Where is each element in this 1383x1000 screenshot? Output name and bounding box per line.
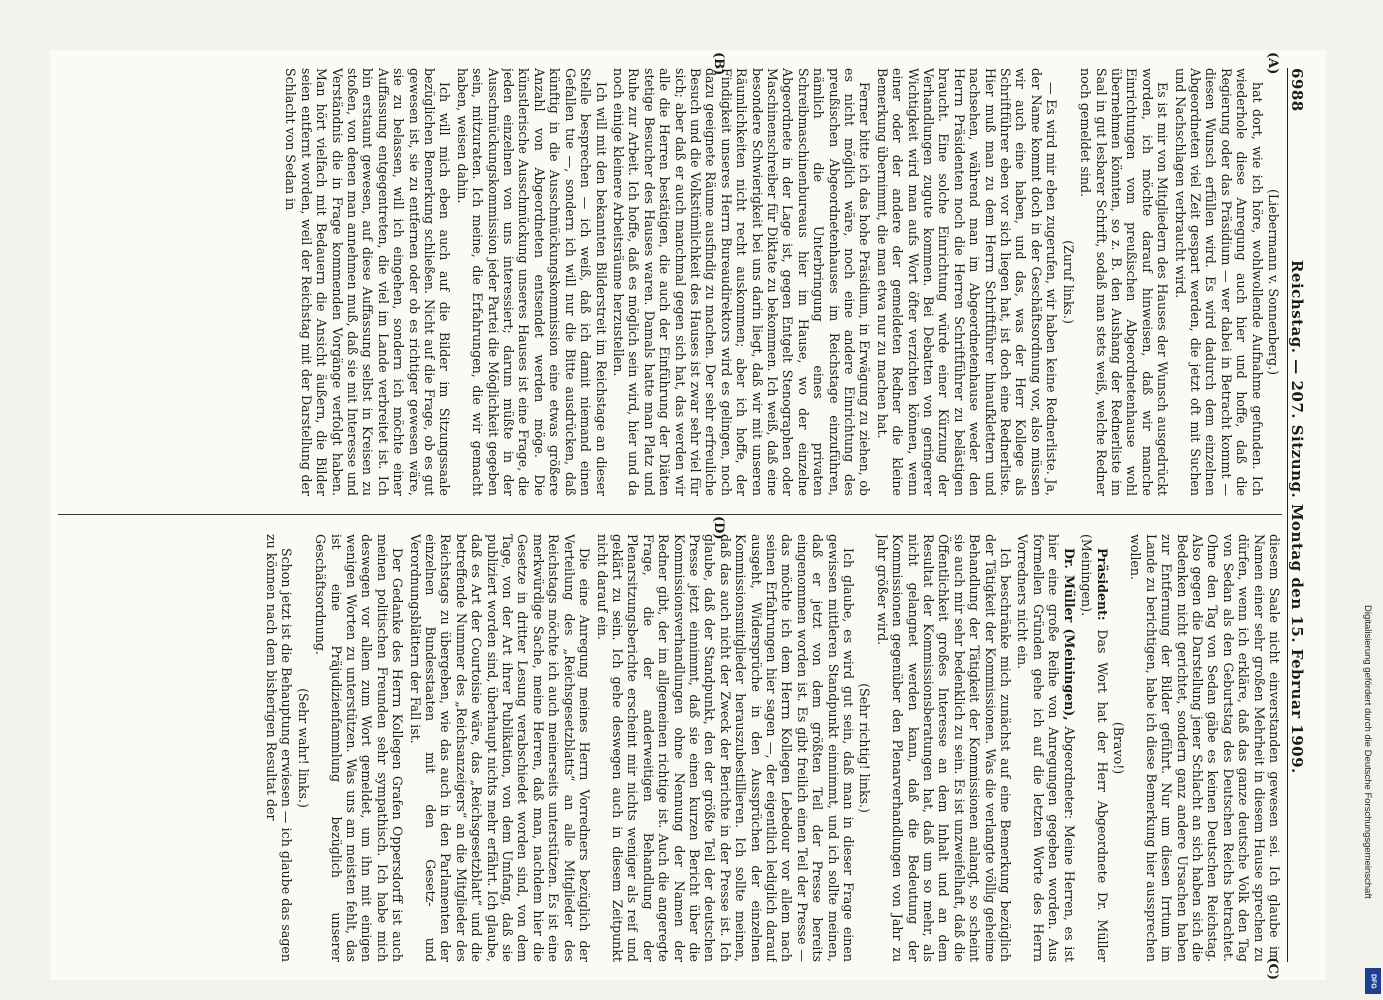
page-number: 6988 — [1288, 68, 1306, 112]
speaker-heading: (Liebermann v. Sonnenberg.) — [1266, 188, 1281, 376]
dfg-logo: DFG — [1365, 968, 1381, 994]
speaker-name: Dr. Müller (Meiningen), — [1061, 548, 1077, 721]
interjection: (Zuruf links.) — [1060, 240, 1076, 324]
paragraph: hat dort, wie ich höre, wohlwollende Aufnahme gefunden. Ich wiederhole diese Anregung auch hier und hoffe, daß die Regierung oder das Präsidium — wer dabei in Betracht kommt — diesen Wunsch erfüllen wird. Es wird dadurch dem einzelnen Abgeordneten viel Zeit gespart werden, die jetzt oft mit Suchen und Nachschlagen verbraucht wird. — [1172, 68, 1265, 496]
speech-text: Das Wort hat der Herr Abgeordnete Dr. Müller (Meiningen). — [1079, 534, 1110, 962]
margin-marker-d: (D) — [711, 516, 726, 540]
document-page — [50, 50, 1326, 980]
paragraph: Ich will mich eben auch auf die Bilder im Sitzungssaale bezüglichen Bemerkung schließen. Nicht auf die Frage, ob es gut gewesen ist, sie zu entfernen oder ob es richtiger gewesen wäre, sie zu belassen, will ich eingehen, sondern ich möchte einer Auffassung entgegentreten, die viel im Lande verbreitet ist. Ich bin erstaunt gewesen, auf diese Auffassung selbst in Kreisen zu stoßen, von denen man annehmen muß, daß sie mit Interesse und Verständnis die in Frage kommenden Vorgänge verfolgt haben. Man hört vielfach mit Bedauern die Ansicht äußern, die Bilder seien entfernt worden, weil der Reichstag mit der Darstellung der Schlacht von Sedan in — [283, 68, 453, 496]
margin-marker-c: (C) — [1265, 957, 1280, 980]
paragraph: Es ist mir von Mitgliedern des Hauses der Wunsch ausgedrückt worden, ich möchte darauf hinweisen, daß wir manche Einrichtungen vom preußischen Abgeordnetenhause wohl übernehmen könnten, so z. B. den Aushang der Rednerliste im Saal in gut lesbarer Schrift, sodaß man stets weiß, welche Redner noch gemeldet sind. — [1078, 68, 1171, 496]
paragraph: — Es wird mir eben zugerufen, wir haben keine Rednerliste. Ja, der Name kommt doch in der Geschäftsordnung vor, also müssen wir auch eine haben, und das, was der Herr Kollege als Schriftführer eben vor sich liegen hat, ist doch eine Rednerliste. Hier muß man zu dem Herrn Schriftführer hinaufklettern und nachsehen, während man im Abgeordnetenhause weder den Herrn Präsidenten noch die Herren Schriftführer zu belästigen braucht. Eine solche Einrichtung würde einer Kürzung der Verhandlungen zugute kommen. Bei Debatten von geringerer Wichtigkeit wird man aufs Wort öfter verzichten können, wenn einer oder der andere der gemeldeten Redner die kleine Bemerkung übernimmt, die man etwa nur zu machen hat. — [874, 68, 1060, 496]
page-title: Reichstag. — 207. Sitzung. Montag den 15. Februar 1909. — [1288, 259, 1306, 774]
paragraph: diesem Saale nicht einverstanden gewesen sei. Ich glaube im Namen einer sehr großen Mehrheit in diesem Hause sprechen zu dürfen, wenn ich erkläre, daß das ganze deutsche Volk den Tag von Sedan als den Geburtstag des Deutschen Reichs betrachtet. Ohne den Tag von Sedan gäbe es keinen Deutschen Reichstag. Also gegen die Darstellung jener Schlacht an sich haben sich die Bedenken nicht gerichtet, sondern ganz andere Ursachen haben zur Entfernung der Bilder geführt. Nur um diesen Irrtum im Lande zu berichtigen, habe ich diese Bemerkung hier aussprechen wollen. — [1128, 534, 1282, 962]
digitization-credit: Digitalisierung gefördert durch die Deutsche Forschungsgemeinschaft — [1362, 605, 1373, 899]
speech-paragraph — [1079, 534, 1110, 962]
margin-marker-a: (A) — [1265, 52, 1280, 75]
left-column — [58, 68, 1282, 496]
paragraph: Der Gedanke des Herrn Kollegen Grafen Oppersdorff ist auch meinen politischen Freunden sehr sympathisch. Ich habe mich deswegen vor allem zum Wort gemeldet, um ihn mit einigen wenigen Worten zu unterstützen. Was uns am meisten fehlt, das ist eine Präjudizienfammlung bezüglich unserer Geschäftsordnung. — [313, 534, 406, 962]
interjection: (Sehr richtig! links.) — [857, 683, 873, 813]
paragraph: Ferner bitte ich das hohe Präsidium, in Erwägung zu ziehen, ob es nicht möglich wäre, noch eine andere Einrichtung des preußischen Abgeordnetenhauses im Reichstage einzuführen, nämlich die Unterbringung eines privaten Schreibmaschinenbureaus hier im Hause, wo der einzelne Abgeordnete in der Lage ist, gegen Entgelt Stenographen oder Maschinenschreiber für Diktate zu bekommen. Ich weiß, daß eine besondere Schwierigkeit bei uns darin liegt, daß wir mit unseren Räumlichkeiten nicht recht auskommen; aber ich hoffe, der Findigkeit unseres Herrn Bureaudirektors wird es gelingen, noch dazu geeignete Räume ausfindig zu machen. Der sehr erfreuliche Besuch und die Volkstümlichkeit des Hauses ist zwar sehr viel für sich; aber daß er auch manchmal gegen sich hat, das werden wir alle die Herren bestätigen, die auch der Einführung der Diäten stetige Besucher des Hauses waren. Damals hatte man Platz und Ruhe zur Arbeit. Ich hoffe, daß es möglich sein wird, hier und da noch einige kleinere Arbeitsräume herzustellen. — [610, 68, 873, 496]
margin-marker-b: (B) — [711, 52, 726, 76]
paragraph: Schon jetzt ist die Behauptung erwiesen — ich glaube das sagen zu können nach dem bisherigen Resultat der — [264, 534, 295, 962]
page-header — [1287, 68, 1314, 962]
interjection: (Bravo!) — [1110, 721, 1126, 775]
speech-paragraph — [1015, 534, 1077, 962]
interjection: (Sehr wahr! links.) — [295, 688, 311, 808]
paragraph: Ich glaube, es wird gut sein, daß man in dieser Frage einen gewissen mittleren Standpunkt einnimmt, und ich sollte meinen, daß er jetzt von dem größten Teil der Presse bereits eingenommen worden ist. Es gibt freilich einen Teil der Presse — das möchte ich dem Herrn Kollegen Lebedour vor allem nach seinen Erfahrungen hier sagen —, der eigentlich lediglich darauf ausgeht, Widersprüche in den Aussprüchen der einzelnen Kommissionsmitglieder herauszubestillieren. Ich sollte meinen, daß das auch nicht der Zweck der Berichte in der Presse ist. Ich glaube, daß der Standpunkt, den der größte Teil der deutschen Presse jetzt einnimmt, daß sie einen kurzen Bericht über die Kommissionsverhandlungen ohne Nennung der Namen der Redner gibt, der im allgemeinen richtige ist. Auch die angeregte Frage, die der anderweitigen Behandlung der Plenarsitzungsberichte erscheint mir nichts weniger als reif und geklärt zu sein. Ich gehe deswegen auch in diesem Zeitpunkt nicht darauf ein. — [594, 534, 857, 962]
paragraph: Ich will mit den bekannten Bilderstreit im Reichstage an dieser Stelle besprechen — ich weiß, daß ich damit niemand einen Gefallen tue —, sondern ich will nur die Bitte ausdrücken, daß künftig in die Ausschmückungskommission eine etwas größere Anzahl von Abgeordneten entsendet werden möge. Die künstlerische Ausschmückung unseres Hauses ist eine Frage, die jeden einzelnen von uns interessiert; darum müßte in der Ausschmückungskommission jeder Partei die Möglichkeit gegeben sein, mitzuraten. Ich meine, die Erfahrungen, die wir gemacht haben, weisen dahin. — [454, 68, 609, 496]
paragraph: Ich beschränke mich zunächst auf eine Bemerkung bezüglich der Tätigkeit der Kommissionen. Was die verlangte völlig geheime Behandlung der Tätigkeit der Kommissionen anlangt, so scheint sie auch mir sehr bedenklich zu sein. Es ist unzweifelhaft, daß die Öffentlichkeit großes Interesse an dem Inhalt und an dem Resultat der Kommissionsberatungen hat, daß um so mehr, als nicht gelangnet werden kann, daß die Bedeutung der Kommissionen gegenüber den Plenarverhandlungen von Jahr zu Jahr größer wird. — [874, 534, 1014, 962]
right-column — [58, 534, 1282, 962]
speaker-name: Präsident: — [1094, 548, 1110, 621]
paragraph: Die eine Anregung meines Herrn Vorredners bezüglich der Verteilung des „Reichsgesetzblatts“ an alle Mitglieder des Reichstags möchte ich auch meinerseits unterstützen. Es ist eine merkwürdige Sache, meine Herren, daß man, nachdem hier die Gesetze in dritter Lesung verabschiedet worden sind, von dem Tage, von der Art ihrer Publikation, von dem Umfang, daß sie publiziert worden sind, überhaupt nichts mehr erfährt. Ich glaube, daß es Art der Courtoisie wäre, das „Reichsgesetzblatt“ und die betreffende Nummer des „Reichsanzeigers“ an die Mitglieder des Reichstags zu übergeben, wie das auch in den Parlamenten der einzelnen Bundesstaaten mit den Gesetz- und Verordnungsblättern der Fall ist. — [407, 534, 593, 962]
speech-text: Abgeordneter: Meine Herren, es ist hier eine große Reihe von Anregungen gegeben worden. Aus formellen Gründen gehe ich auf die letzten Worte des Herrn Vorredners nicht ein. — [1015, 534, 1077, 962]
column-divider — [58, 514, 1282, 515]
